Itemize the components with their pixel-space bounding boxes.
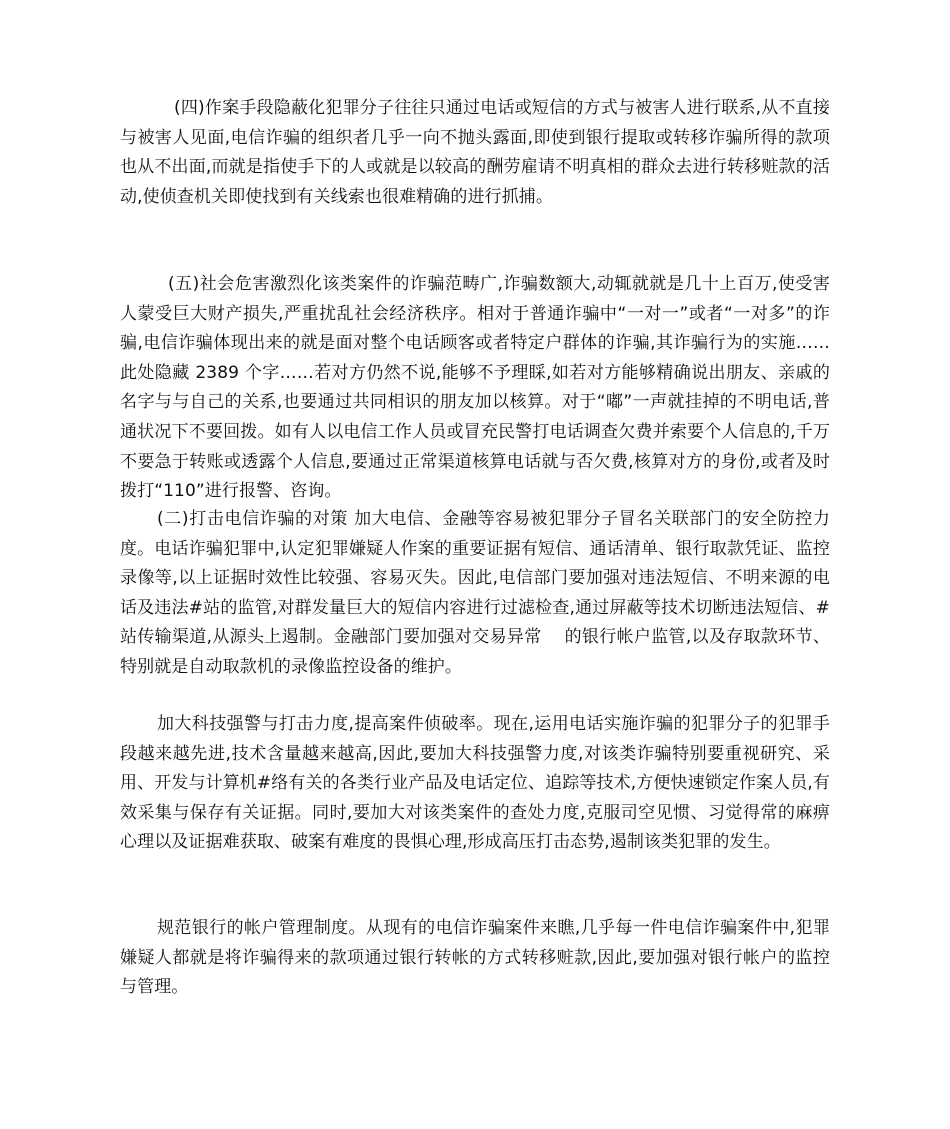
paragraph-countermeasures: (二)打击电信诈骗的对策 加大电信、金融等容易被犯罪分子冒名关联部门的安全防控力度。电话诈骗犯罪中,认定犯罪嫌疑人作案的重要证据有短信、通话清单、银行取款凭证、监控录像等,以上证据时效性比较强、容易灭失。因此,电信部门要加强对违法短信、不明来源的电话及违法#站的监管,对群发量巨大的短信内容进行过滤检查,通过屏蔽等技术切断违法短信、#站传输渠道,从源头上遏制。金融部门要加强对交易异常 的银行帐户监管,以及存取款环节、特别就是自动取款机的录像监控设备的维护。 (120, 509, 830, 677)
paragraph-concealed-methods: (四)作案手段隐蔽化犯罪分子往往只通过电话或短信的方式与被害人进行联系,从不直接与被害人见面,电信诈骗的组织者几乎一向不抛头露面,即使到银行提取或转移诈骗所得的款项也从不出面,而就是指使手下的人或就是以较高的酬劳雇请不明真相的群众去进行转移赃款的活动,使侦查机关即使找到有关线索也很难精确的进行抓捕。 (120, 98, 830, 207)
paragraph-social-harm: (五)社会危害激烈化该类案件的诈骗范畴广,诈骗数额大,动辄就就是几十上百万,使受害人蒙受巨大财产损失,严重扰乱社会经济秩序。相对于普通诈骗中“一对一”或者“一对多”的诈骗,电信诈骗体现出来的就是面对整个电话顾客或者特定户群体的诈骗,其诈骗行为的实施……此处隐藏 2389 个字……若对方仍然不说,能够不予理睬,如若对方能够精确说出朋友、亲戚的名字与与自己的关系,也要通过共同相识的朋友加以核算。对于“嘟”一声就挂掉的不明电话,普通状况下不要回拨。如有人以电信工作人员或冒充民警打电话调查欠费并索要个人信息的,千万不要急于转账或透露个人信息,要通过正常渠道核算电话就与否欠费,核算对方的身份,或者及时拨打“110”进行报警、咨询。 (120, 274, 830, 502)
paragraph-bank-accounts: 规范银行的帐户管理制度。从现有的电信诈骗案件来瞧,几乎每一件电信诈骗案件中,犯罪嫌疑人都就是将诈骗得来的款项通过银行转帐的方式转移赃款,因此,要加强对银行帐户的监控与管理。 (120, 918, 830, 998)
paragraph-tech-policing: 加大科技强警与打击力度,提高案件侦破率。现在,运用电话实施诈骗的犯罪分子的犯罪手段越来越先进,技术含量越来越高,因此,要加大科技强警力度,对该类诈骗特别要重视研究、采用、开发与计算机#络有关的各类行业产品及电话定位、追踪等技术,方便快速锁定作案人员,有效采集与保存有关证据。同时,要加大对该类案件的查处力度,克服司空见惯、习觉得常的麻痹心理以及证据难获取、破案有难度的畏惧心理,形成高压打击态势,遏制该类犯罪的发生。 (120, 714, 830, 853)
